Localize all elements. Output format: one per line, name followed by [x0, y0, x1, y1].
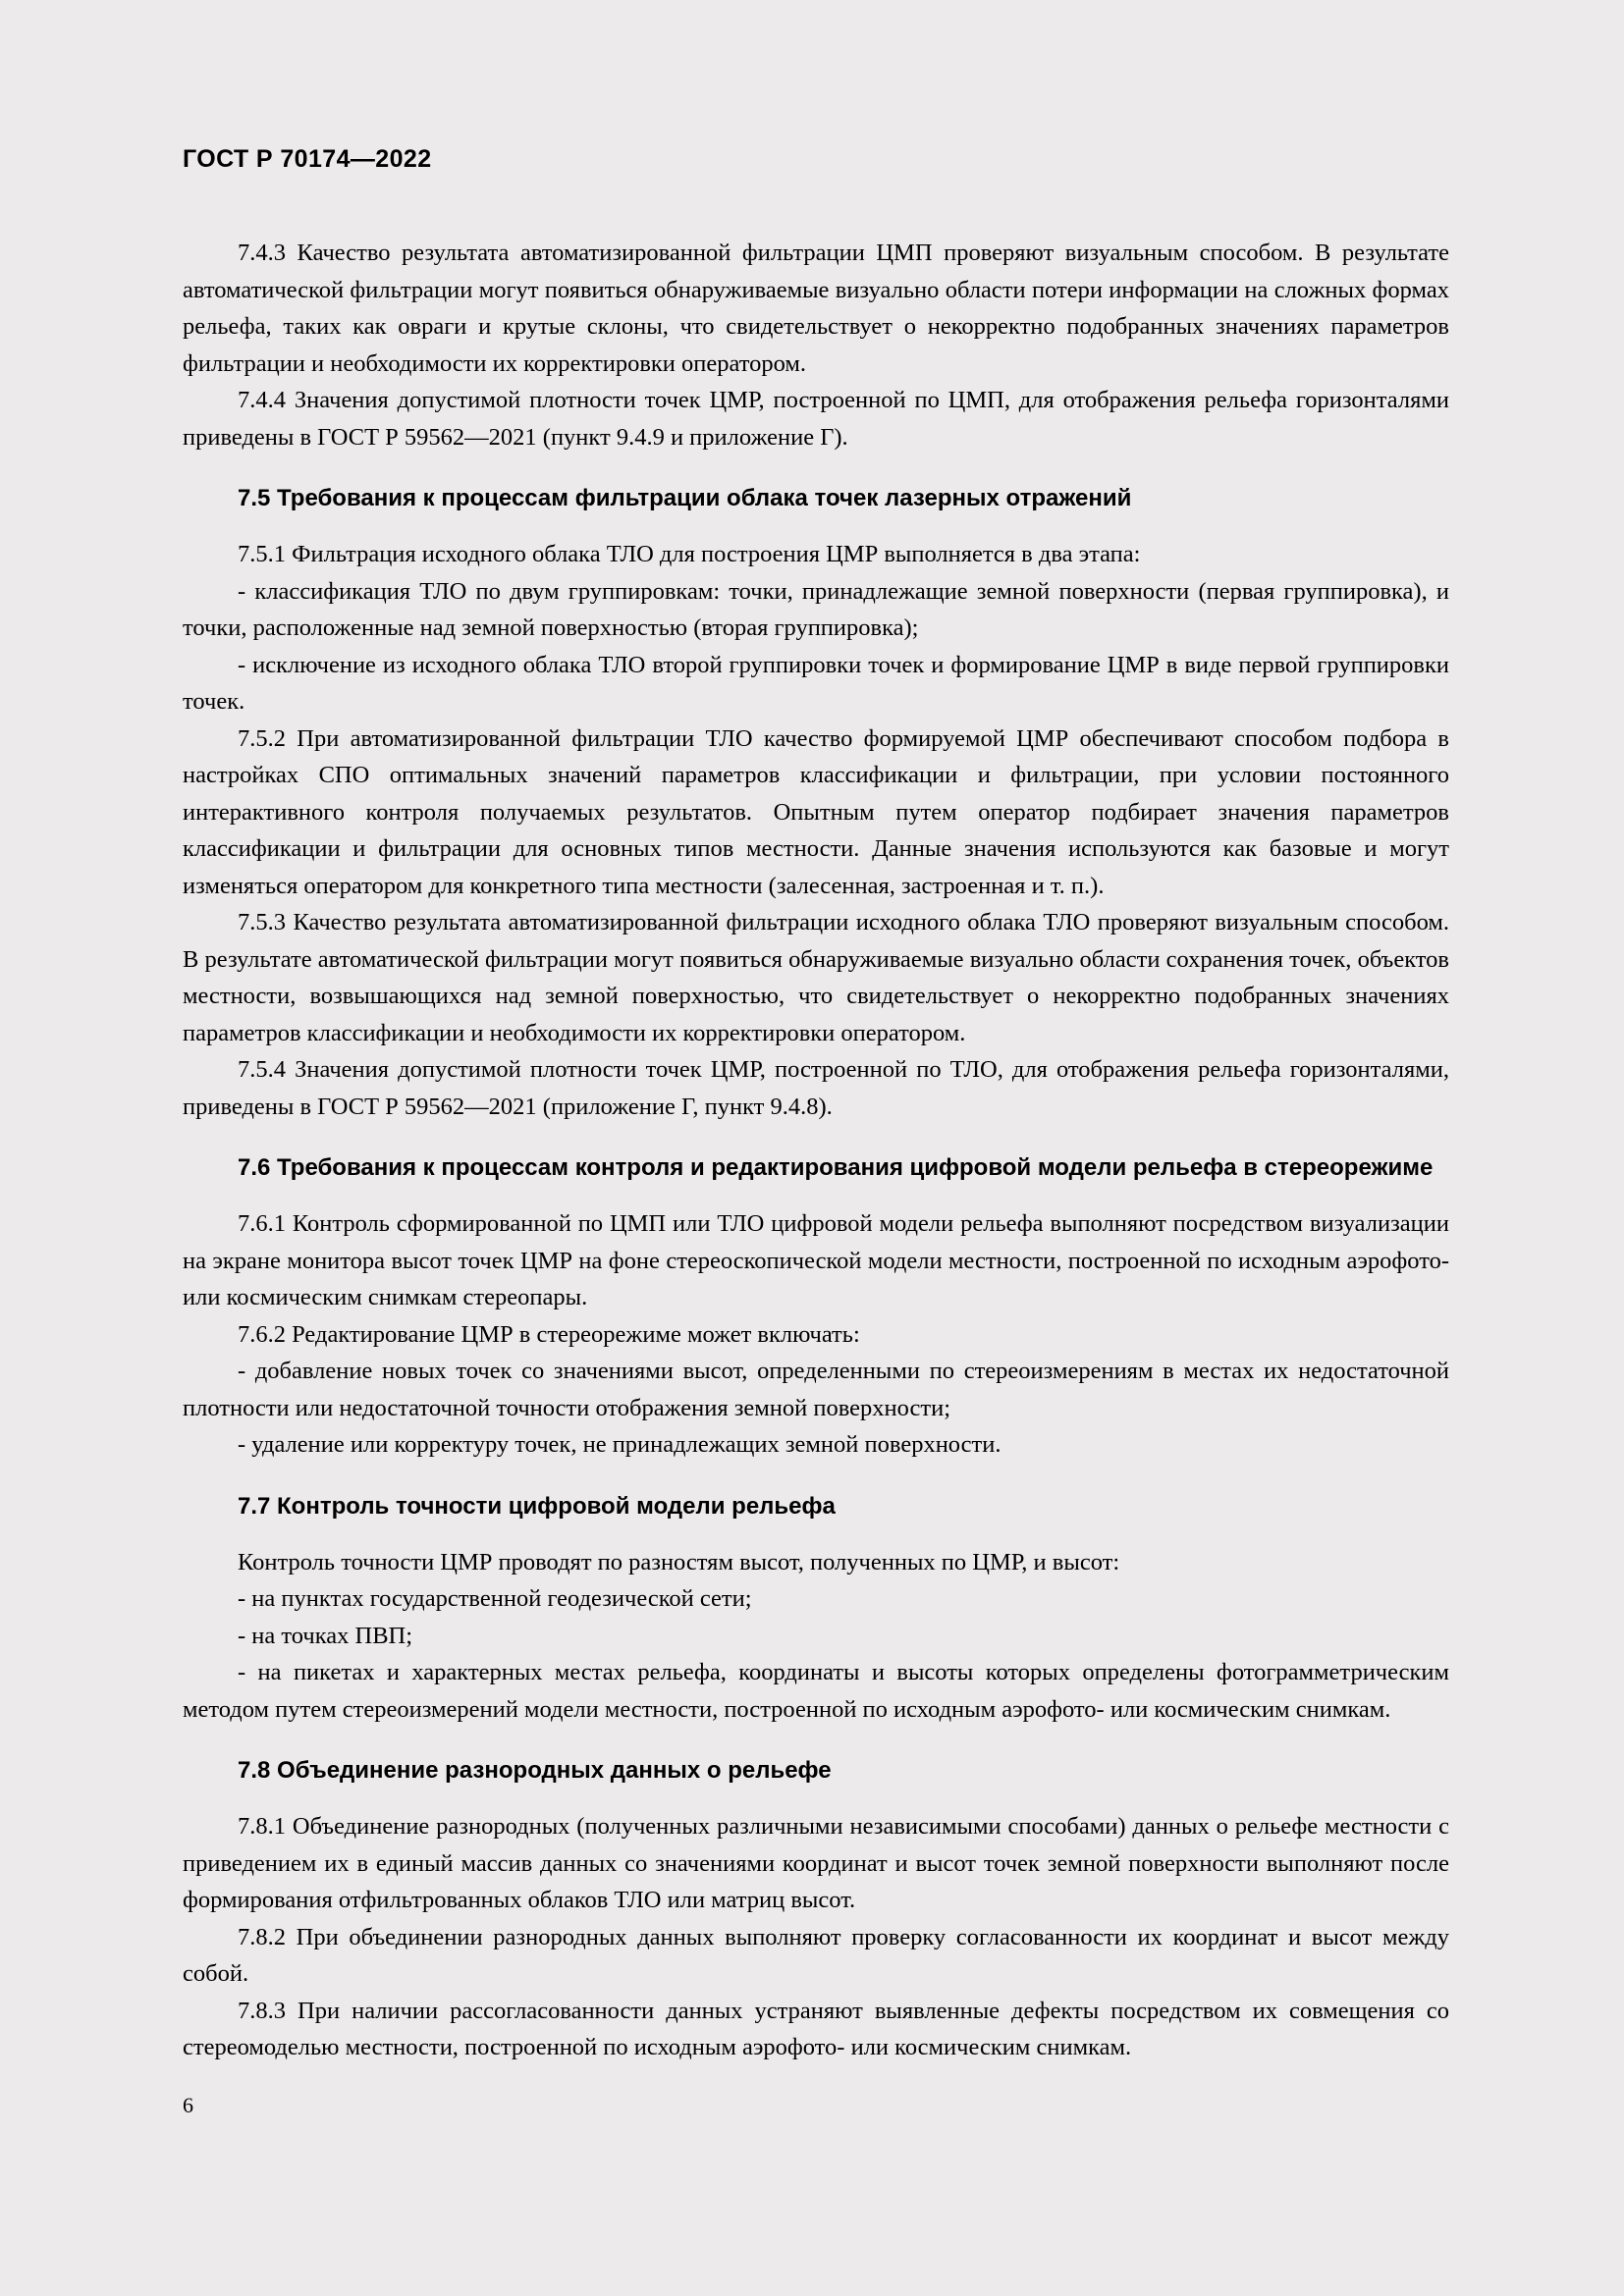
- paragraph-7-6-2: 7.6.2 Редактирование ЦМР в стереорежиме может включать:: [238, 1320, 860, 1348]
- heading-7-6: 7.6 Требования к процессам контроля и редактирования цифровой модели рельефа в стереорежиме: [238, 1154, 1434, 1181]
- page-number: 6: [183, 2093, 193, 2117]
- document-header: ГОСТ Р 70174—2022: [183, 145, 432, 173]
- list-item-7-7-b: - на точках ПВП;: [238, 1622, 413, 1649]
- list-item-7-5-1-a: - классификация ТЛО по двум группировкам: точки, принадлежащие земной поверхности (первая группировка), и точки, расположенные над земной поверхностью (вторая группировка);: [183, 577, 1449, 641]
- paragraph-7-4-3: 7.4.3 Качество результата автоматизированной фильтрации ЦМП проверяют визуальным способом. В результате автоматической фильтрации могут появиться обнаруживаемые визуально области потери информации на сложных формах рельефа, таких как овраги и крутые склоны, что свидетельствует о некорректно подобранных значениях параметров фильтрации и необходимости их корректировки оператором.: [183, 240, 1449, 377]
- paragraph-7-8-1: 7.8.1 Объединение разнородных (полученных различными независимыми способами) данных о рельефе местности с приведением их в единый массив данных со значениями координат и высот точек земной поверхности выполняют после формирования отфильтрованных облаков ТЛО или матриц высот.: [183, 1813, 1449, 1913]
- list-item-7-7-a: - на пунктах государственной геодезической сети;: [238, 1585, 752, 1612]
- list-item-7-5-1-b: - исключение из исходного облака ТЛО второй группировки точек и формирование ЦМР в виде первой группировки точек.: [183, 651, 1449, 715]
- page-content: [183, 145, 1449, 2066]
- list-item-7-6-2-a: - добавление новых точек со значениями высот, определенными по стереоизмерениям в местах их недостаточной плотности или недостаточной точности отображения земной поверхности;: [183, 1358, 1449, 1421]
- heading-7-7: 7.7 Контроль точности цифровой модели рельефа: [238, 1492, 836, 1520]
- paragraph-7-5-2: 7.5.2 При автоматизированной фильтрации ТЛО качество формируемой ЦМР обеспечивают способом подбора в настройках СПО оптимальных значений параметров классификации и фильтрации, при условии постоянного интерактивного контроля получаемых результатов. Опытным путем оператор подбирает значения параметров классификации и фильтрации для основных типов местности. Данные значения используются как базовые и могут изменяться оператором для конкретного типа местности (залесенная, застроенная и т. п.).: [183, 724, 1449, 899]
- heading-7-5: 7.5 Требования к процессам фильтрации облака точек лазерных отражений: [238, 485, 1132, 511]
- paragraph-7-5-1: 7.5.1 Фильтрация исходного облака ТЛО для построения ЦМР выполняется в два этапа:: [238, 541, 1141, 567]
- paragraph-7-4-4: 7.4.4 Значения допустимой плотности точек ЦМР, построенной по ЦМП, для отображения рельефа горизонталями приведены в ГОСТ Р 59562—2021 (пункт 9.4.9 и приложение Г).: [183, 387, 1449, 451]
- paragraph-7-5-3: 7.5.3 Качество результата автоматизированной фильтрации исходного облака ТЛО проверяют визуальным способом. В результате автоматической фильтрации могут появиться обнаруживаемые визуально области сохранения точек, объектов местности, возвышающихся над земной поверхностью, что свидетельствует о некорректно подобранных значениях параметров классификации и необходимости их корректировки оператором.: [183, 909, 1449, 1046]
- paragraph-7-8-2: 7.8.2 При объединении разнородных данных выполняют проверку согласованности их координат и высот между собой.: [183, 1923, 1449, 1987]
- paragraph-7-8-3: 7.8.3 При наличии рассогласованности данных устраняют выявленные дефекты посредством их совмещения со стереомоделью местности, построенной по исходным аэрофото- или космическим снимкам.: [183, 1997, 1449, 2060]
- paragraph-7-7: Контроль точности ЦМР проводят по разностям высот, полученных по ЦМР, и высот:: [238, 1548, 1120, 1575]
- list-item-7-6-2-b: - удаление или корректуру точек, не принадлежащих земной поверхности.: [238, 1431, 1001, 1458]
- paragraph-7-6-1: 7.6.1 Контроль сформированной по ЦМП или ТЛО цифровой модели рельефа выполняют посредством визуализации на экране монитора высот точек ЦМР на фоне стереоскопической модели местности, построенной по исходным аэрофото- или космическим снимкам стереопары.: [183, 1210, 1449, 1310]
- paragraph-7-5-4: 7.5.4 Значения допустимой плотности точек ЦМР, построенной по ТЛО, для отображения рельефа горизонталями, приведены в ГОСТ Р 59562—2021 (приложение Г, пункт 9.4.8).: [183, 1056, 1449, 1120]
- heading-7-8: 7.8 Объединение разнородных данных о рельефе: [238, 1757, 832, 1784]
- list-item-7-7-c: - на пикетах и характерных местах рельефа, координаты и высоты которых определены фотограмметрическим методом путем стереоизмерений модели местности, построенной по исходным аэрофото- или космическим снимкам.: [183, 1659, 1449, 1723]
